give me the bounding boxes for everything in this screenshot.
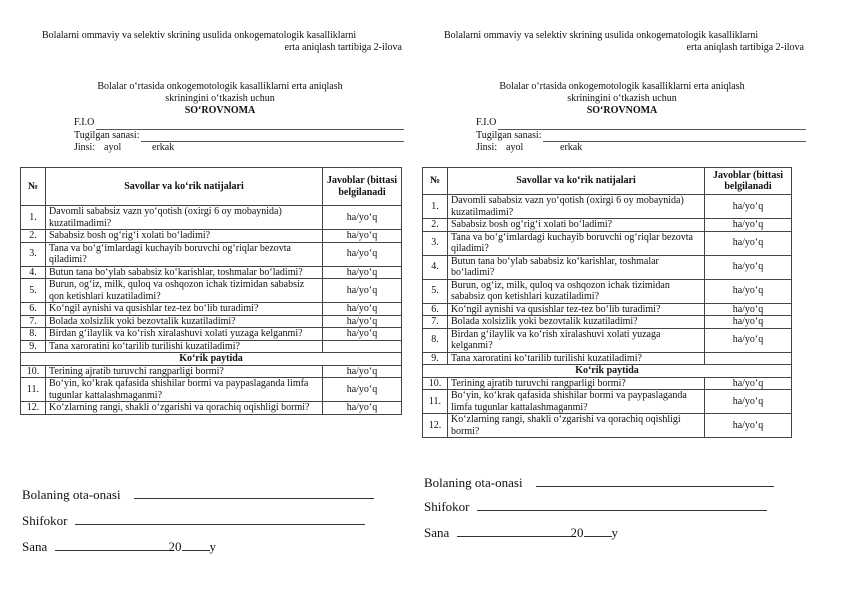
section-heading-examination: Ko‘rik paytida	[21, 353, 402, 366]
question-row	[423, 219, 792, 232]
question-number: 11.	[21, 378, 46, 402]
date-line[interactable]	[55, 538, 169, 551]
answer-choice[interactable]: ha/yo‘q	[323, 206, 402, 230]
question-text: Terining ajratib turuvchi rangparligi bormi?	[46, 365, 323, 378]
question-text: Ko‘zlarning rangi, shakli o‘zgarishi va qorachiq oqishligi bormi?	[46, 402, 323, 415]
question-text: Tana xaroratini ko‘tarilib turilishi kuzatiladimi?	[46, 340, 323, 353]
form-title-heading: SO‘ROVNOMA	[586, 105, 658, 116]
answer-choice[interactable]: ha/yo‘q	[323, 365, 402, 378]
question-text: Davomli sababsiz vazn yo‘qotish (oxirgi 6 oy mobaynida) kuzatilmadimi?	[46, 206, 323, 230]
question-number: 10.	[21, 365, 46, 378]
question-text: Tana va bo‘g‘imlardagi kuchayib boruvchi og‘riqlar bezovta qiladimi?	[448, 231, 705, 255]
question-text: Ko‘zlarning rangi, shakli o‘zgarishi va qorachiq oqishligi bormi?	[448, 414, 705, 438]
date-label: Sana	[424, 525, 450, 540]
question-text: Tana va bo‘g‘imlardagi kuchayib boruvchi og‘riqlar bezovta qiladimi?	[46, 242, 323, 266]
questionnaire-table	[20, 167, 402, 415]
year-suffix: y	[209, 539, 217, 554]
form-title-line1: Bolalar o‘rtasida onkogemotologik kasalliklarni erta aniqlash	[97, 81, 343, 92]
question-row	[21, 378, 402, 402]
question-number: 7.	[423, 316, 448, 329]
question-text: Ko‘ngil aynishi va qusishlar tez-tez bo‘lib turadimi?	[448, 303, 705, 316]
question-text: Birdan g‘ilaylik va ko‘rish xiralashuvi xolati yuzaga kelganmi?	[46, 328, 323, 341]
year-line[interactable]	[584, 524, 612, 537]
patient-fields	[476, 117, 806, 155]
gender-option-ayol[interactable]: ayol	[104, 142, 122, 153]
answer-choice[interactable]: ha/yo‘q	[323, 402, 402, 415]
appendix-header-line1: Bolalarni ommaviy va selektiv skrining usulida onkogematologik kasalliklarni	[42, 30, 357, 41]
question-number: 6.	[21, 303, 46, 316]
birth-input[interactable]	[141, 131, 404, 142]
birth-input[interactable]	[543, 131, 806, 142]
question-row	[423, 195, 792, 219]
appendix-header	[42, 30, 402, 54]
patient-fields	[74, 117, 404, 155]
col-question-header: Savollar va ko‘rik natijalari	[448, 168, 705, 195]
fio-label: F.I.O	[74, 117, 95, 128]
question-number: 3.	[423, 231, 448, 255]
fio-input[interactable]	[96, 119, 404, 130]
question-text: Bolada xolsizlik yoki bezovtalik kuzatiladimi?	[448, 316, 705, 329]
answer-choice[interactable]: ha/yo‘q	[323, 279, 402, 303]
date-line[interactable]	[457, 524, 571, 537]
question-text: Burun, og‘iz, milk, quloq va oshqozon ichak tizimidan sababsiz qon ketishlari kuzatiladimi?	[46, 279, 323, 303]
birth-label: Tugilgan sanasi:	[476, 129, 542, 141]
answer-choice[interactable]: ha/yo‘q	[705, 377, 792, 390]
form-title-heading: SO‘ROVNOMA	[184, 105, 256, 116]
question-number: 5.	[21, 279, 46, 303]
col-answer-header: Javoblar (bittasi belgilanadi	[323, 168, 402, 206]
question-row	[423, 279, 792, 303]
answer-choice[interactable]	[323, 340, 402, 353]
answer-choice[interactable]: ha/yo‘q	[705, 279, 792, 303]
parent-signature-label: Bolaning ota-onasi	[22, 487, 121, 502]
question-text: Ko‘ngil aynishi va qusishlar tez-tez bo‘lib turadimi?	[46, 303, 323, 316]
answer-choice[interactable]: ha/yo‘q	[323, 315, 402, 328]
question-row	[423, 255, 792, 279]
fio-input[interactable]	[498, 119, 806, 130]
gender-option-erkak[interactable]: erkak	[560, 142, 583, 153]
doctor-signature-label: Shifokor	[424, 499, 470, 514]
col-answer-header: Javoblar (bittasi belgilanadi	[705, 168, 792, 195]
col-number-header: №	[21, 168, 46, 206]
answer-choice[interactable]: ha/yo‘q	[705, 303, 792, 316]
appendix-header-line2: erta aniqlash tartibiga 2-ilova	[284, 42, 402, 53]
question-row	[21, 242, 402, 266]
question-row	[21, 365, 402, 378]
question-number: 11.	[423, 390, 448, 414]
question-row	[21, 315, 402, 328]
answer-choice[interactable]: ha/yo‘q	[705, 316, 792, 329]
gender-label: Jinsi:	[476, 142, 498, 153]
question-row	[423, 390, 792, 414]
year-suffix: y	[611, 525, 619, 540]
form-title	[20, 81, 420, 117]
question-number: 1.	[21, 206, 46, 230]
question-text: Sababsiz bosh og‘rig‘i xolati bo‘ladimi?	[46, 230, 323, 243]
answer-choice[interactable]: ha/yo‘q	[705, 219, 792, 232]
answer-choice[interactable]: ha/yo‘q	[705, 255, 792, 279]
appendix-header-line2: erta aniqlash tartibiga 2-ilova	[686, 42, 804, 53]
form-title	[422, 81, 822, 117]
year-prefix: 20	[168, 539, 182, 554]
col-question-header: Savollar va ko‘rik natijalari	[46, 168, 323, 206]
question-row	[423, 303, 792, 316]
answer-choice[interactable]: ha/yo‘q	[323, 230, 402, 243]
doctor-signature-line[interactable]	[75, 512, 365, 525]
questionnaire-table	[422, 167, 792, 438]
question-row	[423, 414, 792, 438]
question-number: 3.	[21, 242, 46, 266]
question-number: 8.	[21, 328, 46, 341]
doctor-signature-label: Shifokor	[22, 513, 68, 528]
question-number: 9.	[21, 340, 46, 353]
question-row	[21, 279, 402, 303]
question-number: 12.	[423, 414, 448, 438]
question-row	[21, 266, 402, 279]
question-text: Bo‘yin, ko‘krak qafasida shishilar bormi va paypaslaganda limfa tugunlar kattalashmaganmi?	[46, 378, 323, 402]
answer-choice[interactable]: ha/yo‘q	[705, 390, 792, 414]
gender-option-erkak[interactable]: erkak	[152, 142, 175, 153]
question-text: Bolada xolsizlik yoki bezovtalik kuzatiladimi?	[46, 315, 323, 328]
answer-choice[interactable]: ha/yo‘q	[323, 328, 402, 341]
question-number: 2.	[423, 219, 448, 232]
question-row	[423, 316, 792, 329]
date-field	[22, 538, 402, 555]
answer-choice[interactable]: ha/yo‘q	[323, 242, 402, 266]
gender-label: Jinsi:	[74, 142, 96, 153]
form-title-line2: skriningini o‘tkazish uchun	[567, 93, 677, 104]
year-prefix: 20	[570, 525, 584, 540]
answer-choice[interactable]: ha/yo‘q	[323, 303, 402, 316]
question-number: 4.	[423, 255, 448, 279]
question-text: Birdan g‘ilaylik va ko‘rish xiralashuvi xolati yuzaga kelganmi?	[448, 328, 705, 352]
parent-signature-line[interactable]	[134, 486, 374, 499]
question-text: Tana xaroratini ko‘tarilib turilishi kuzatiladimi?	[448, 352, 705, 365]
parent-signature	[22, 486, 402, 503]
question-text: Bo‘yin, ko‘krak qafasida shishilar bormi va paypaslaganda limfa tugunlar kattalashmaganmi?	[448, 390, 705, 414]
question-number: 9.	[423, 352, 448, 365]
col-number-header: №	[423, 168, 448, 195]
answer-choice[interactable]: ha/yo‘q	[705, 195, 792, 219]
doctor-signature	[22, 512, 402, 529]
question-row	[423, 328, 792, 352]
question-text: Terining ajratib turuvchi rangparligi bormi?	[448, 377, 705, 390]
date-field	[424, 524, 804, 541]
question-text: Butun tana bo‘ylab sababsiz ko‘karishlar, toshmalar bo‘ladimi?	[46, 266, 323, 279]
form-title-line1: Bolalar o‘rtasida onkogemotologik kasalliklarni erta aniqlash	[499, 81, 745, 92]
question-number: 2.	[21, 230, 46, 243]
parent-signature-line[interactable]	[536, 474, 774, 487]
answer-choice[interactable]: ha/yo‘q	[705, 231, 792, 255]
question-row	[21, 328, 402, 341]
question-row	[21, 303, 402, 316]
question-number: 8.	[423, 328, 448, 352]
answer-choice[interactable]: ha/yo‘q	[323, 266, 402, 279]
question-row	[423, 231, 792, 255]
parent-signature-label: Bolaning ota-onasi	[424, 475, 523, 490]
question-number: 10.	[423, 377, 448, 390]
question-number: 4.	[21, 266, 46, 279]
gender-option-ayol[interactable]: ayol	[506, 142, 524, 153]
answer-choice[interactable]: ha/yo‘q	[705, 328, 792, 352]
question-text: Sababsiz bosh og‘rig‘i xolati bo‘ladimi?	[448, 219, 705, 232]
answer-choice[interactable]: ha/yo‘q	[323, 378, 402, 402]
question-row	[423, 377, 792, 390]
appendix-header	[444, 30, 804, 54]
question-row	[21, 340, 402, 353]
answer-choice[interactable]: ha/yo‘q	[705, 414, 792, 438]
parent-signature	[424, 474, 804, 491]
question-number: 6.	[423, 303, 448, 316]
form-sheet-right	[422, 0, 822, 601]
question-row	[21, 206, 402, 230]
appendix-header-line1: Bolalarni ommaviy va selektiv skrining usulida onkogematologik kasalliklarni	[444, 30, 759, 41]
question-text: Butun tana bo‘ylab sababsiz ko‘karishlar, toshmalar bo‘ladimi?	[448, 255, 705, 279]
question-row	[423, 352, 792, 365]
form-title-line2: skriningini o‘tkazish uchun	[165, 93, 275, 104]
question-number: 1.	[423, 195, 448, 219]
doctor-signature	[424, 498, 804, 515]
fio-label: F.I.O	[476, 117, 497, 128]
question-row	[21, 230, 402, 243]
question-number: 7.	[21, 315, 46, 328]
doctor-signature-line[interactable]	[477, 498, 767, 511]
date-label: Sana	[22, 539, 48, 554]
answer-choice[interactable]	[705, 352, 792, 365]
section-heading-examination: Ko‘rik paytida	[423, 365, 792, 378]
form-sheet-left	[20, 0, 420, 601]
question-row	[21, 402, 402, 415]
question-number: 5.	[423, 279, 448, 303]
question-text: Burun, og‘iz, milk, quloq va oshqozon ichak tizimidan sababsiz qon ketishlari kuzatiladimi?	[448, 279, 705, 303]
question-text: Davomli sababsiz vazn yo‘qotish (oxirgi 6 oy mobaynida) kuzatilmadimi?	[448, 195, 705, 219]
year-line[interactable]	[182, 538, 210, 551]
question-number: 12.	[21, 402, 46, 415]
birth-label: Tugilgan sanasi:	[74, 129, 140, 141]
